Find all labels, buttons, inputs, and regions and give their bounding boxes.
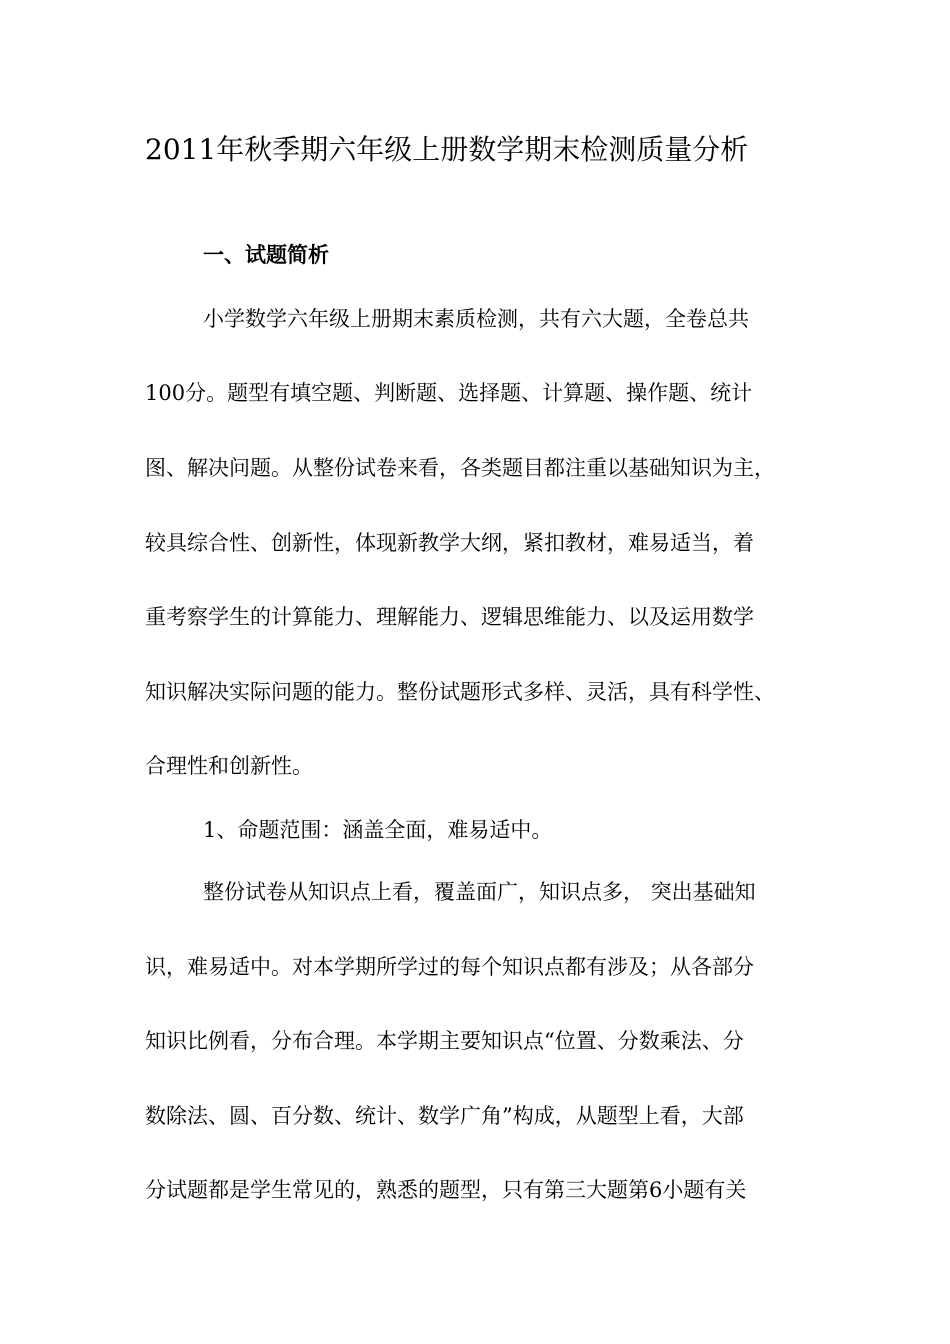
subheading-1: 1、命题范围：涵盖全面，难易适中。 bbox=[203, 818, 553, 842]
paragraph-line: 数除法、圆、百分数、统计、数学广角”构成，从题型上看，大部 bbox=[145, 1104, 744, 1128]
section-heading-1: 一、试题简析 bbox=[203, 243, 329, 267]
paragraph-line: 合理性和创新性。 bbox=[145, 754, 313, 778]
paragraph-line: 整份试卷从知识点上看，覆盖面广，知识点多， 突出基础知 bbox=[203, 880, 756, 904]
paragraph-line: 重考察学生的计算能力、理解能力、逻辑思维能力、以及运用数学 bbox=[145, 605, 754, 629]
paragraph-line: 100分。题型有填空题、判断题、选择题、计算题、操作题、统计 bbox=[145, 381, 753, 405]
paragraph-line: 小学数学六年级上册期末素质检测，共有六大题，全卷总共 bbox=[203, 307, 749, 331]
paragraph-line: 识，难易适中。对本学期所学过的每个知识点都有涉及；从各部分 bbox=[145, 955, 754, 979]
paragraph-line: 知识比例看，分布合理。本学期主要知识点“位置、分数乘法、分 bbox=[145, 1029, 744, 1053]
paragraph-line: 较具综合性、创新性，体现新教学大纲，紧扣教材，难易适当，着 bbox=[145, 531, 754, 555]
document-title: 2011年秋季期六年级上册数学期末检测质量分析 bbox=[145, 133, 749, 166]
paragraph-line: 图、解决问题。从整份试卷来看，各类题目都注重以基础知识为主， bbox=[145, 456, 775, 480]
paragraph-line: 分试题都是学生常见的，熟悉的题型，只有第三大题第6小题有关 bbox=[145, 1178, 747, 1202]
paragraph-line: 知识解决实际问题的能力。整份试题形式多样、灵活，具有科学性、 bbox=[145, 680, 775, 704]
